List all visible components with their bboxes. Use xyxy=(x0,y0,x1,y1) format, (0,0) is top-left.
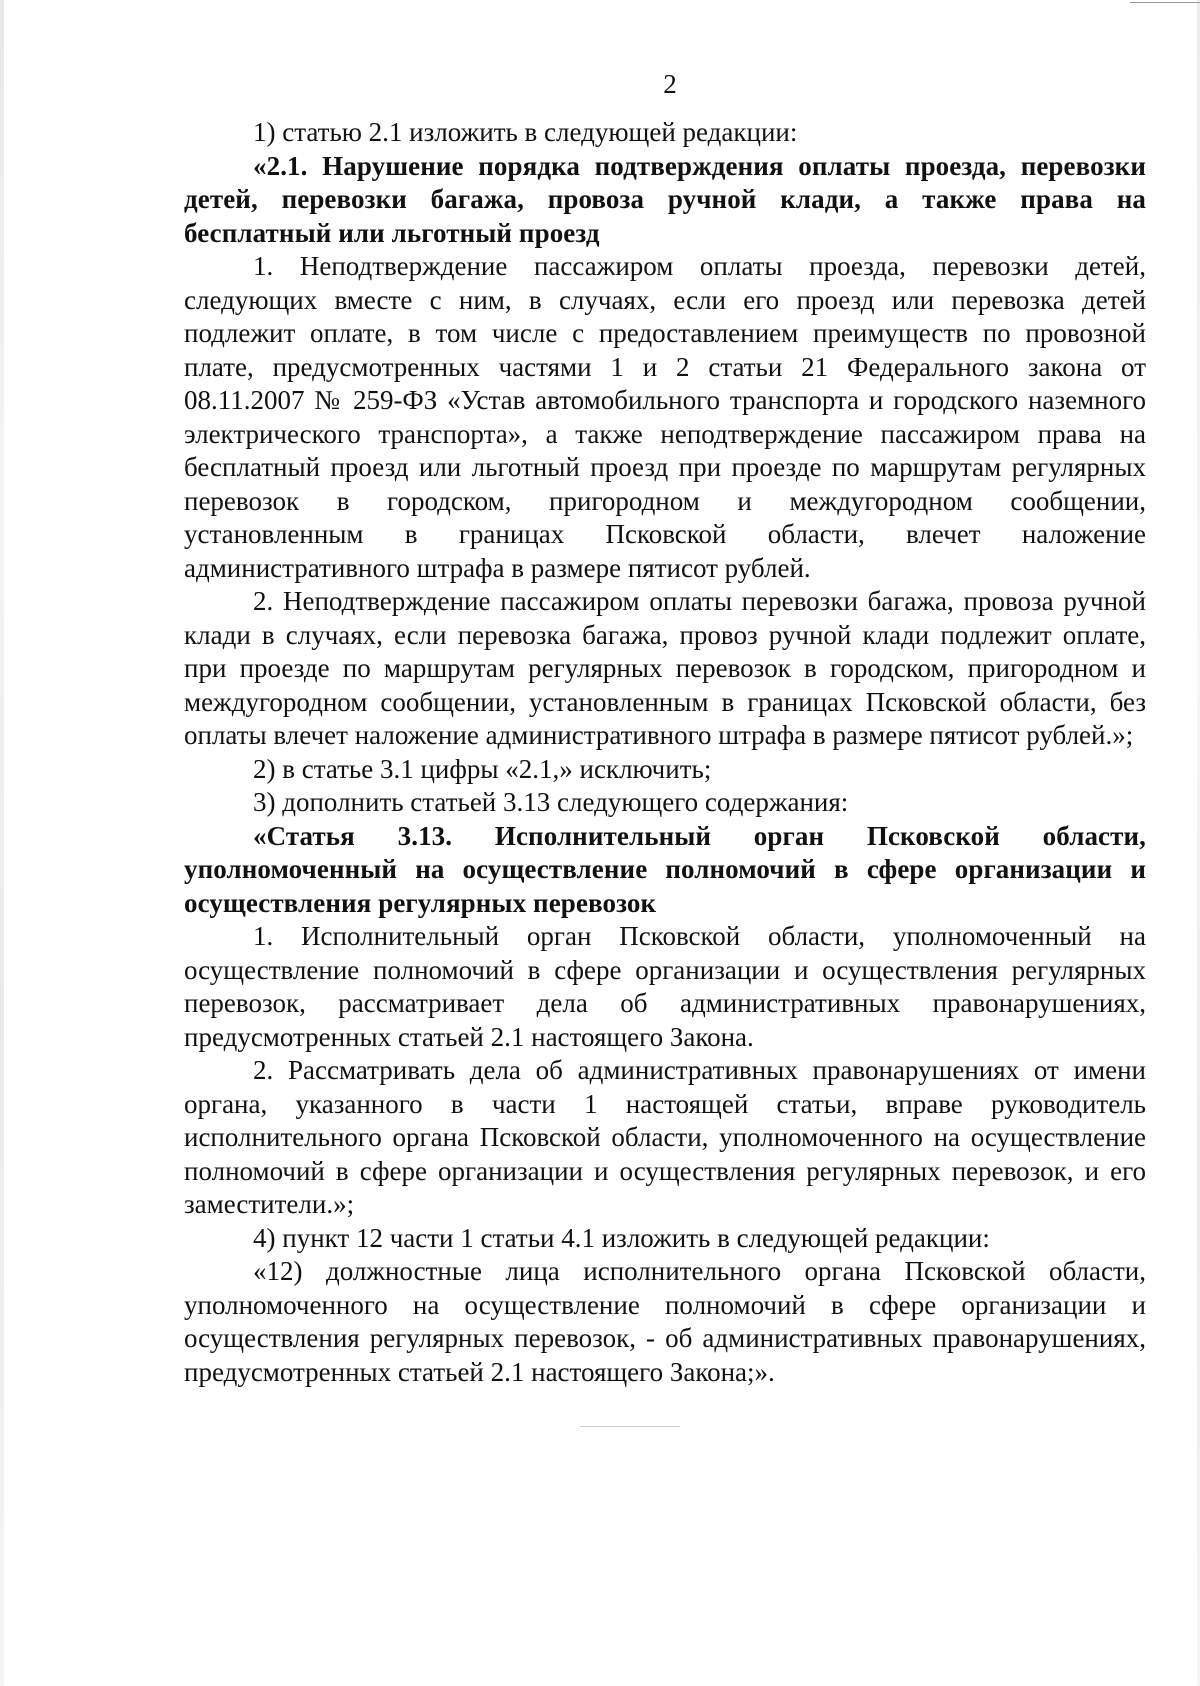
paragraph-amend-article-4-1: 4) пункт 12 части 1 статьи 4.1 изложить в следующей редакции: xyxy=(253,1222,990,1253)
paragraph-article-2-1-part-1: 1. Неподтверждение пассажиром оплаты проезда, перевозки детей, следующих вместе с ним, в случаях, если его проезд или перевозка детей подлежит оплате, в том числе с предоставлением преимуществ по провозной плате, предусмотренных частями 1 и 2 статьи 21 Федерального закона от 08.11.2007 № 259-ФЗ «Устав автомобильного транспорта и городского наземного электрического транспорта», а также неподтверждение пассажиром права на бесплатный проезд или льготный проезд при проезде по маршрутам регулярных перевозок в городском, пригородном и междугородном сообщении, установленным в границах Псковской области, влечет наложение административного штрафа в размере пятисот рублей. xyxy=(184,251,1146,583)
scan-corner-line xyxy=(1130,2,1200,3)
paragraph-add-article-3-13: 3) дополнить статьей 3.13 следующего содержания: xyxy=(253,787,849,817)
document-body xyxy=(184,116,1146,1389)
paragraph-article-3-13-part-1: 1. Исполнительный орган Псковской области, уполномоченный на осуществление полномочий в сфере организации и осуществления регулярных перевозок, рассматривает дела об административных правонарушениях, предусмотренных статьей 2.1 настоящего Закона. xyxy=(184,921,1146,1052)
paragraph-article-2-1-part-2: 2. Неподтверждение пассажиром оплаты перевозки багажа, провоза ручной клади в случаях, если перевозка багажа, провоз ручной клади подлежит оплате, при проезде по маршрутам регулярных перевозок в городском, пригородном и междугородном сообщении, установленным в границах Псковской области, без оплаты влечет наложение административного штрафа в размере пятисот рублей.»; xyxy=(184,586,1146,750)
scan-edge-left xyxy=(0,0,4,1686)
scan-artifact-line xyxy=(580,1426,680,1427)
heading-article-2-1: «2.1. Нарушение порядка подтверждения оплаты проезда, перевозки детей, перевозки багажа, провоза ручной клади, а также права на бесплатный или льготный проезд xyxy=(184,150,1146,248)
paragraph-amend-article-3-1: 2) в статье 3.1 цифры «2.1,» исключить; xyxy=(253,753,712,784)
heading-article-3-13: «Статья 3.13. Исполнительный орган Псковской области, уполномоченный на осуществление полномочий в сфере организации и осуществления регулярных перевозок xyxy=(184,820,1146,918)
paragraph-article-4-1-point-12: «12) должностные лица исполнительного органа Псковской области, уполномоченного на осуществление полномочий в сфере организации и осуществления регулярных перевозок, - об административных правонарушениях, предусмотренных статьей 2.1 настоящего Закона;». xyxy=(184,1256,1146,1387)
paragraph-article-3-13-part-2: 2. Рассматривать дела об административных правонарушениях от имени органа, указанного в части 1 настоящей статьи, вправе руководитель исполнительного органа Псковской области, уполномоченного на осуществление полномочий в сфере организации и осуществления регулярных перевозок, и его заместители.»; xyxy=(184,1055,1146,1219)
page-number: 2 xyxy=(663,69,677,99)
paragraph-amend-article-2-1: 1) статью 2.1 изложить в следующей редакции: xyxy=(253,117,798,147)
